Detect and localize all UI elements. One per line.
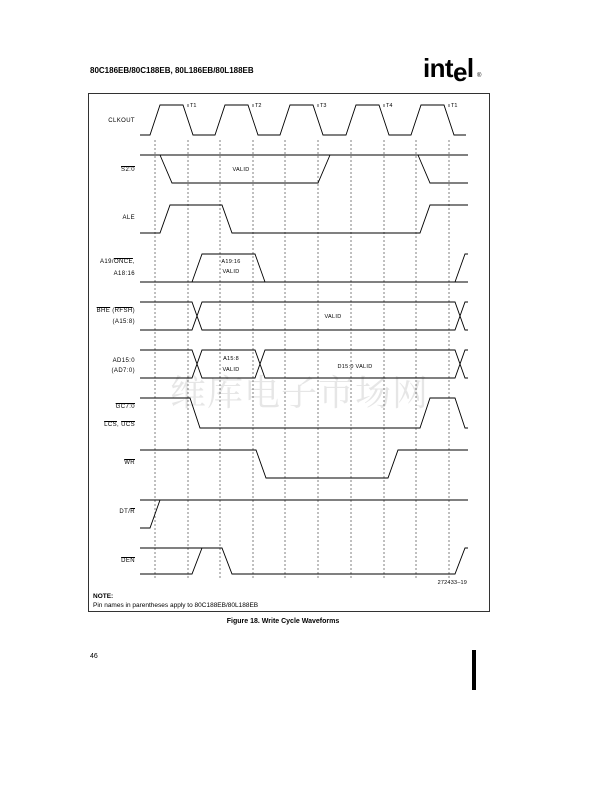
signal-label-den: [121, 558, 135, 565]
signal-name: $\overline{DEN}$: [121, 557, 135, 564]
note-heading: NOTE:: [93, 593, 114, 600]
signal-label-ad7-0: [112, 368, 135, 375]
signal-label-dt-r: [119, 509, 135, 516]
ale-waveform: [140, 205, 468, 233]
signal-name: $\overline{UCS}$: [121, 421, 135, 428]
wr-waveform: [140, 450, 468, 478]
note-text: Pin names in parentheses apply to 80C188EB/80L188EB: [93, 602, 259, 609]
state-label: T2: [255, 103, 262, 109]
signal-name: A18:16: [113, 270, 135, 277]
bhe-a15-8-waveform: [140, 302, 468, 330]
revision-change-bar: [472, 650, 476, 690]
den-waveform: [140, 548, 468, 574]
signal-label-clkout: [108, 118, 135, 125]
waveforms: [140, 105, 468, 574]
signal-name: (A15:8): [112, 318, 135, 325]
signal-label-lcs-ucs: [104, 422, 135, 429]
signal-name: (: [110, 307, 115, 314]
signal-label-ale: [122, 215, 135, 222]
signal-name: S2:0: [121, 166, 135, 173]
state-label: T3: [320, 103, 327, 109]
signal-name: ): [132, 307, 135, 314]
signal-label-wr: [124, 460, 135, 467]
state-ticks: [188, 104, 449, 107]
signal-name: ,: [116, 421, 122, 428]
signal-name: ALE: [122, 214, 135, 221]
logo-text-dropped-e: e: [452, 57, 467, 87]
signal-label-gc7-0: [116, 404, 135, 411]
state-label: T1: [451, 103, 458, 109]
figure-number: 272433–19: [437, 580, 467, 586]
dt-r-waveform: [140, 500, 468, 528]
ad-data-valid-label: D15:0 VALID: [337, 364, 373, 370]
signal-name: ONCE: [113, 258, 133, 265]
bhe-valid-label: VALID: [324, 314, 342, 320]
signal-label-s2-0: [121, 167, 135, 174]
signal-name: $\overline{R}$: [130, 508, 135, 515]
signal-name: AD15:0: [112, 357, 135, 364]
figure-caption: Figure 18. Write Cycle Waveforms: [226, 618, 340, 625]
signal-label-a19-once: [100, 259, 135, 266]
signal-name: ,: [132, 258, 135, 265]
state-label: T4: [386, 103, 393, 109]
a19-a16-waveform: [140, 254, 468, 282]
ad15-0-waveform: [140, 350, 468, 378]
signal-label-a18-16: [114, 271, 135, 278]
logo-text: l: [466, 53, 474, 83]
clkout-waveform: [140, 105, 466, 135]
signal-label-ad15-0: [113, 358, 135, 365]
page-header-title: 80C186EB/80C188EB, 80L186EB/80L188EB: [90, 66, 254, 75]
ad-address-valid-label: VALID: [222, 367, 240, 373]
logo-text: int: [423, 53, 453, 83]
signal-name: $\overline{WR}$: [124, 459, 135, 466]
state-label: T1: [190, 103, 197, 109]
signal-name: $\overline{BHE}$: [96, 307, 111, 314]
signal-label-bhe-rfsh: [97, 308, 135, 315]
watermark: 维库电子市场网: [170, 373, 430, 414]
signal-name: GC7:0: [115, 403, 135, 410]
signal-name: RFSH: [114, 307, 133, 314]
signal-label-a15-8: [113, 319, 135, 326]
registered-mark: ®: [477, 73, 482, 79]
signal-name: A19/: [100, 258, 114, 265]
a19-valid-label: VALID: [222, 269, 240, 275]
ad-address-label: A15:8: [223, 356, 239, 362]
signal-name: $\overline{LCS}$: [104, 421, 117, 428]
signal-name: DT/: [119, 508, 131, 515]
s2-valid-label: VALID: [232, 167, 250, 173]
signal-name: (AD7:0): [111, 367, 135, 374]
a19-address-label: A19:16: [221, 259, 241, 265]
page-number: 46: [90, 653, 98, 660]
chip-select-waveform: [140, 398, 468, 428]
s2-0-waveform: [140, 155, 468, 183]
signal-name: CLKOUT: [108, 117, 135, 124]
figure-frame: [89, 94, 490, 612]
